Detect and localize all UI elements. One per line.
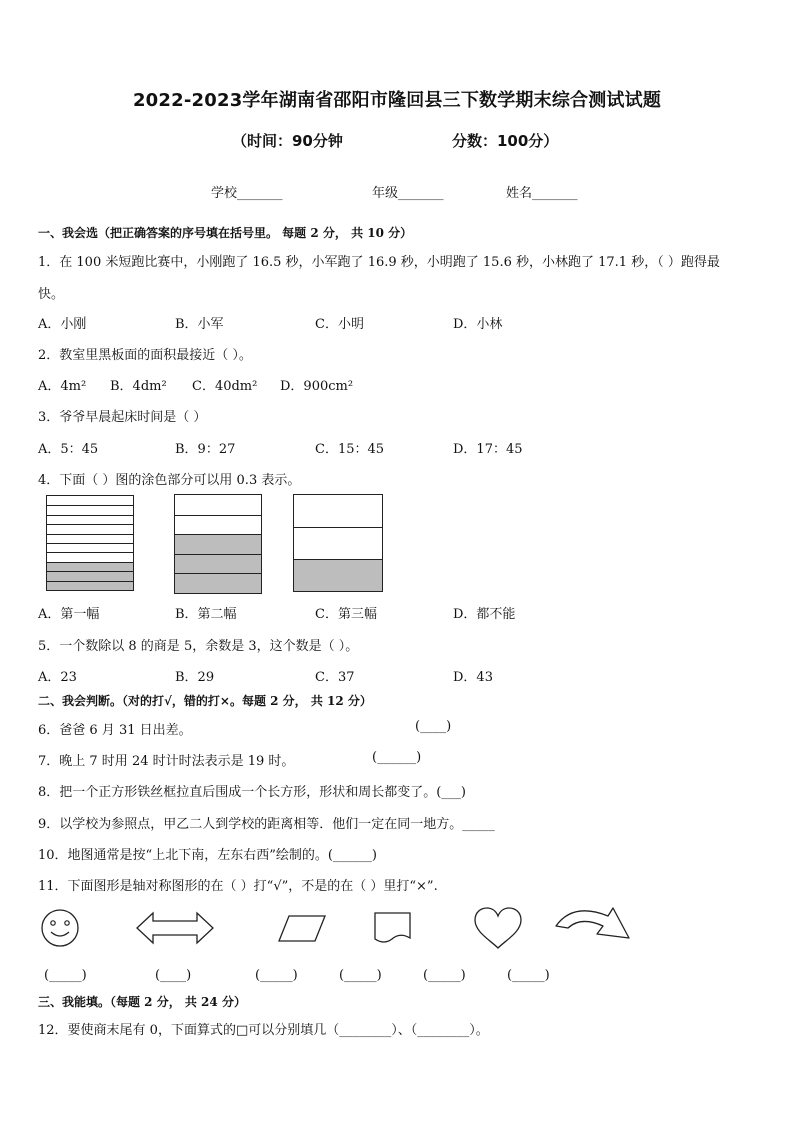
- q4-figure-2: [174, 494, 262, 594]
- q3-option-b: B．9：27: [175, 442, 236, 457]
- figure-stripe: [47, 524, 133, 533]
- q7-blank: (______): [372, 750, 422, 765]
- page-title: 2022-2023学年湖南省邵阳市隆回县三下数学期末综合测试试题: [132, 90, 662, 111]
- q2-option-a: A．4m²: [38, 379, 87, 394]
- figure-stripe: [47, 496, 133, 505]
- q2-option-b: B．4dm²: [110, 379, 167, 394]
- exam-time: （时间：90分钟: [232, 132, 343, 150]
- smiley-face-icon: [40, 908, 84, 948]
- figure-stripe: [47, 515, 133, 524]
- double-arrow-icon: [135, 910, 217, 946]
- curved-arrow-icon: [553, 906, 633, 946]
- question-3: 3．爷爷早晨起床时间是（ ）: [38, 410, 207, 425]
- q3-option-d: D．17：45: [453, 442, 523, 457]
- question-5: 5．一个数除以 8 的商是 5，余数是 3，这个数是（ ）。: [38, 639, 359, 654]
- figure-stripe: [47, 571, 133, 580]
- question-12: 12．要使商末尾有 0，下面算式的□可以分别填几（________）、（________）。: [38, 1023, 489, 1038]
- wavy-flag-icon: [372, 910, 414, 946]
- figure-stripe: [294, 495, 382, 527]
- question-4: 4．下面（ ）图的涂色部分可以用 0.3 表示。: [38, 473, 301, 488]
- q4-option-a: A．第一幅: [38, 607, 100, 622]
- name-field: 姓名_______: [506, 186, 578, 201]
- q4-option-d: D．都不能: [453, 607, 516, 622]
- q5-option-b: B．29: [175, 670, 215, 685]
- exam-score: 分数：100分）: [452, 132, 559, 150]
- question-9: 9．以学校为参照点，甲乙二人到学校的距离相等．他们一定在同一地方。_____: [38, 817, 495, 832]
- q2-option-d: D．900cm²: [280, 379, 354, 394]
- q11-blank-4: (_____): [339, 968, 382, 983]
- section-heading-fill: 三、我能填。（每题 2 分， 共 24 分）: [38, 995, 246, 1009]
- parallelogram-icon: [277, 914, 329, 944]
- q4-option-c: C．第三幅: [315, 607, 377, 622]
- figure-stripe: [47, 543, 133, 552]
- figure-stripe: [175, 534, 261, 554]
- q1-option-c: C．小明: [315, 317, 364, 332]
- q11-blank-1: (_____): [44, 968, 87, 983]
- section-heading-choice: 一、我会选（把正确答案的序号填在括号里。 每题 2 分， 共 10 分）: [38, 226, 413, 240]
- question-10: 10．地图通常是按“上北下南，左东右西”绘制的。(______): [38, 848, 377, 863]
- figure-stripe: [175, 554, 261, 574]
- q4-figure-3: [293, 494, 383, 592]
- q1-option-a: A．小刚: [38, 317, 87, 332]
- q1-option-d: D．小林: [453, 317, 503, 332]
- figure-stripe: [47, 562, 133, 571]
- figure-stripe: [47, 552, 133, 561]
- q5-option-c: C．37: [315, 670, 355, 685]
- question-6: 6．爸爸 6 月 31 日出差。: [38, 723, 192, 738]
- q3-option-c: C．15：45: [315, 442, 385, 457]
- q11-blank-6: (_____): [507, 968, 550, 983]
- figure-stripe: [294, 527, 382, 559]
- question-7: 7．晚上 7 时用 24 时计时法表示是 19 时。: [38, 754, 295, 769]
- q11-blank-3: (_____): [255, 968, 298, 983]
- grade-field: 年级_______: [372, 186, 444, 201]
- figure-stripe: [294, 559, 382, 591]
- heart-icon: [472, 906, 524, 952]
- section-heading-judge: 二、我会判断。（对的打√，错的打×。每题 2 分， 共 12 分）: [38, 694, 372, 708]
- q4-option-b: B．第二幅: [175, 607, 237, 622]
- q3-option-a: A．5：45: [38, 442, 99, 457]
- school-field: 学校_______: [211, 186, 283, 201]
- question-2: 2．教室里黑板面的面积最接近（ ）。: [38, 348, 252, 363]
- q4-figure-1: [46, 495, 134, 591]
- q2-option-c: C．40dm²: [192, 379, 258, 394]
- figure-stripe: [175, 573, 261, 593]
- question-11: 11．下面图形是轴对称图形的在（ ）打“√”，不是的在（ ）里打“×”.: [38, 879, 438, 894]
- q6-blank: (____): [415, 719, 452, 734]
- q5-option-d: D．43: [453, 670, 493, 685]
- question-8: 8．把一个正方形铁丝框拉直后围成一个长方形，形状和周长都变了。(___): [38, 785, 466, 800]
- q5-option-a: A．23: [38, 670, 77, 685]
- q11-blank-5: (_____): [423, 968, 466, 983]
- figure-stripe: [175, 495, 261, 515]
- figure-stripe: [47, 581, 133, 590]
- q11-blank-2: (____): [155, 968, 192, 983]
- question-1: 1．在 100 米短跑比赛中，小刚跑了 16.5 秒，小军跑了 16.9 秒，小明跑了 15.6 秒，小林跑了 17.1 秒，（ ）跑得最: [38, 255, 720, 270]
- question-1-cont: 快。: [38, 287, 65, 302]
- figure-stripe: [175, 515, 261, 535]
- figure-stripe: [47, 534, 133, 543]
- q1-option-b: B．小军: [175, 317, 224, 332]
- figure-stripe: [47, 505, 133, 514]
